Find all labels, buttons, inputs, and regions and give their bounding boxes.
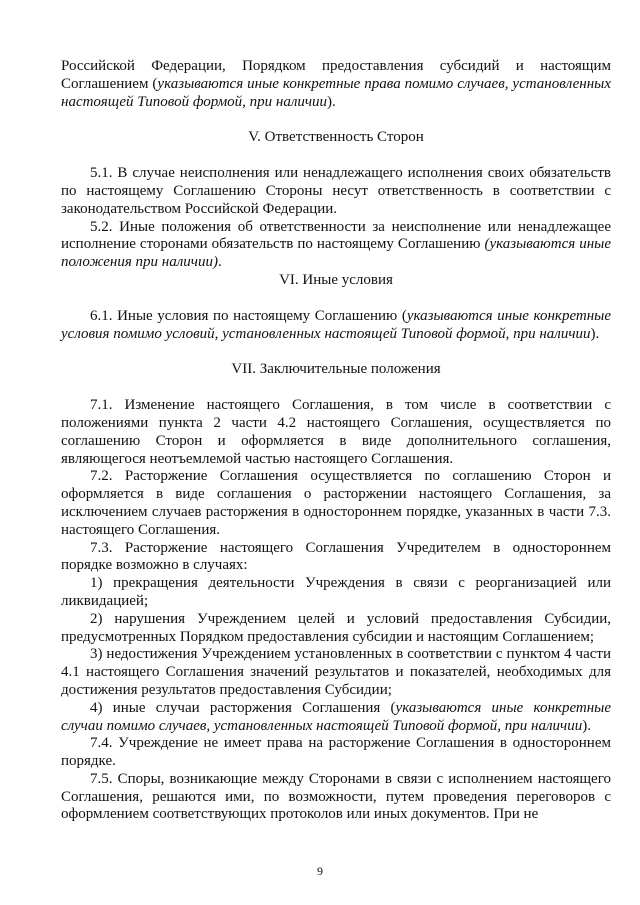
section-heading-5: V. Ответственность Сторон bbox=[248, 129, 424, 146]
page-number: 9 bbox=[317, 864, 323, 878]
text: ). bbox=[582, 717, 591, 734]
text: 4) иные случаи расторжения Соглашения ( bbox=[90, 699, 396, 716]
text: . bbox=[217, 254, 222, 271]
text: Российской Федерации, Порядком предоставления субсидий и настоящим Соглашением ( bbox=[61, 58, 611, 92]
document-page bbox=[61, 58, 611, 824]
text: ). bbox=[327, 93, 336, 110]
clause-7-1: 7.1. Изменение настоящего Соглашения, в том числе в соответствии с положениями пункта 2 части 4.2 настоящего Соглашения, осуществляется по соглашению Сторон и оформляется в виде дополнительного соглашения, являющегося неотъемлемой частью настоящего Соглашения. bbox=[61, 397, 611, 467]
text: ). bbox=[590, 325, 600, 342]
italic-note: указываются иные конкретные условия помимо условий, установленных настоящей Типовой формой, при наличии bbox=[61, 307, 611, 342]
section-heading-7: VII. Заключительные положения bbox=[231, 361, 441, 378]
clause-7-5: 7.5. Споры, возникающие между Сторонами в связи с исполнением настоящего Соглашения, решаются ими, по возможности, путем проведения переговоров с оформлением соответствующих протоколов или иных документов. При не bbox=[61, 770, 611, 823]
clause-5-2 bbox=[61, 219, 611, 272]
text: 5.2. Иные положения об ответственности за неисполнение или ненадлежащее исполнение сторонами обязательств по настоящему Соглашению bbox=[61, 218, 611, 253]
italic-note: указываются иные конкретные случаи помимо случаев, установленных настоящей Типовой формой, при наличии bbox=[61, 699, 611, 734]
italic-note: (указываются иные положения при наличии) bbox=[61, 236, 611, 271]
paragraph-continuation bbox=[61, 58, 611, 111]
list-item-4 bbox=[61, 700, 611, 736]
clause-7-3: 7.3. Расторжение настоящего Соглашения Учредителем в одностороннем порядке возможно в случаях: bbox=[61, 539, 611, 574]
italic-note: указываются иные конкретные права помимо случаев, установленных настоящей Типовой формой, при наличии bbox=[61, 75, 611, 110]
text: 6.1. Иные условия по настоящему Соглашению ( bbox=[90, 307, 407, 324]
clause-6-1 bbox=[61, 308, 611, 344]
list-item-1: 1) прекращения деятельности Учреждения в связи с реорганизацией или ликвидацией; bbox=[61, 575, 611, 609]
list-item-3: 3) недостижения Учреждением установленных в соответствии с пунктом 4 части 4.1 настоящего Соглашения значений результатов и показателей, необходимых для достижения результатов предоставления Субсидии; bbox=[61, 646, 611, 698]
clause-5-1: 5.1. В случае неисполнения или ненадлежащего исполнения своих обязательств по настоящему Соглашению Стороны несут ответственность в соответствии с законодательством Российской Федерации. bbox=[61, 165, 611, 217]
clause-7-4: 7.4. Учреждение не имеет права на расторжение Соглашения в одностороннем порядке. bbox=[61, 735, 611, 770]
section-heading-6: VI. Иные условия bbox=[279, 271, 393, 288]
list-item-2: 2) нарушения Учреждением целей и условий предоставления Субсидии, предусмотренных Порядком предоставления субсидии и настоящим Соглашением; bbox=[61, 610, 611, 645]
clause-7-2: 7.2. Расторжение Соглашения осуществляется по соглашению Сторон и оформляется в виде соглашения о расторжении настоящего Соглашения, за исключением случаев расторжения в одностороннем порядке, указанных в части 7.3. настоящего Соглашения. bbox=[61, 468, 611, 538]
